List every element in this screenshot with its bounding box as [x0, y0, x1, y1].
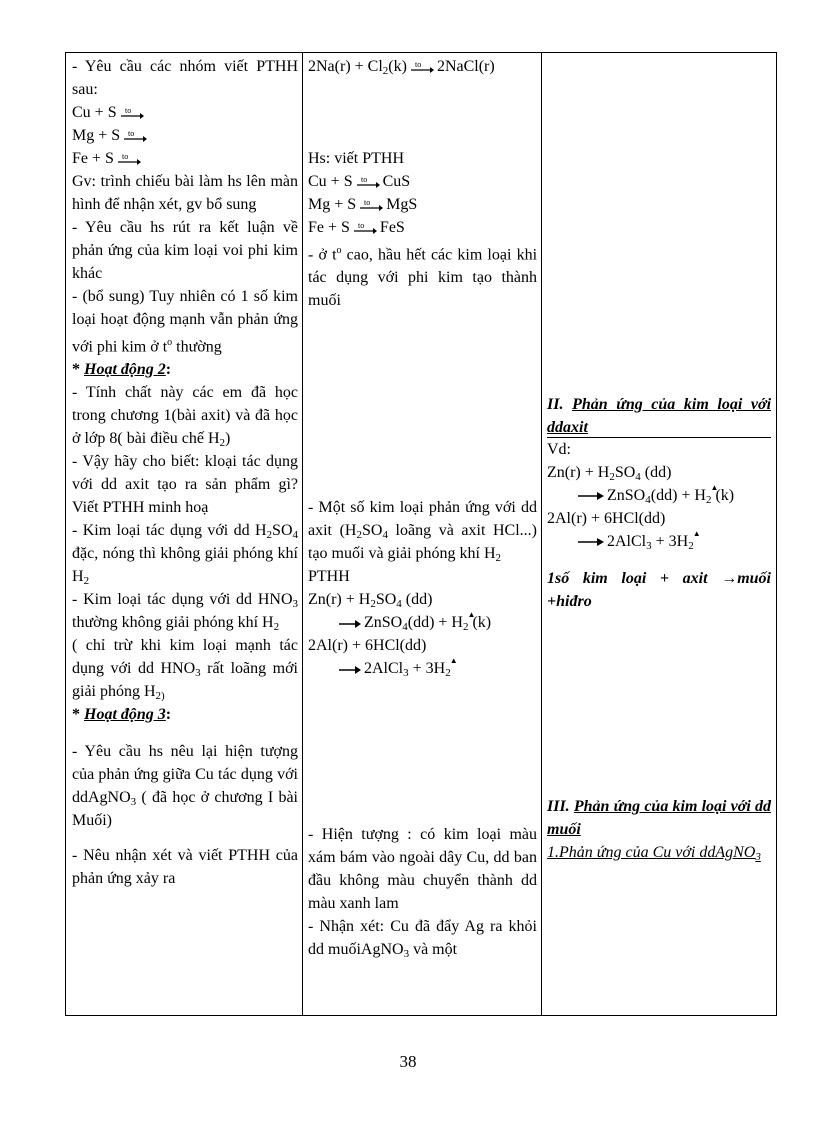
eq-na-cl: $2Na(r) + Cl_2(k)$ to 2NaCl(r) — [308, 58, 495, 77]
note-zn-line2: ZnSO$_4$(dd) + $H_2$ ▲ (k) — [547, 484, 771, 507]
arrow-icon — [410, 61, 434, 73]
note-al-line1: 2Al(r) + 6HCl(dd) — [547, 510, 666, 527]
cu-agno3-question: - Yêu cầu hs nêu lại hiện tượng của phản ứng giữa Cu tác dụng với ddAgNO$_3$ ( đã học ở chương I bài Muối) — [72, 743, 298, 830]
lesson-table — [65, 52, 777, 1016]
page-number: 38 — [399, 1052, 417, 1071]
activity-2-heading: * Hoạt động 2: — [72, 361, 172, 379]
h2so4-note: - Kim loại tác dụng với dd $H_2SO_4$ đặc, nóng thì không giải phóng khí $H_2$ — [72, 522, 298, 588]
arrow-icon — [359, 199, 383, 211]
acid-rule: 1số kim loại + axit →muối +hiđro — [547, 570, 771, 610]
student-activity-column — [303, 53, 542, 1015]
arrow-icon — [578, 491, 604, 501]
arrow-icon — [117, 153, 141, 165]
acid-question: - Vậy hãy cho biết: kloại tác dụng với dd axit tạo ra sản phẩm gì? Viết PTHH minh hoạ — [72, 453, 298, 517]
gas-up-arrow-icon: $_2$ ▲ — [706, 484, 712, 507]
pthh-label: PTHH — [308, 568, 350, 586]
spacer — [72, 726, 298, 740]
nonmetal-conclusion: - ở $t^o$ cao, hầu hết các kim loại khi tác dụng với phi kim tạo thành muối — [308, 245, 538, 310]
eq-mg-s: Mg + S to — [72, 124, 298, 147]
svg-text:to: to — [357, 222, 365, 231]
acid-recall: - Tính chất này các em đã học trong chương 1(bài axit) và đã học ở lớp 8( bài điều chế $H_2$) — [72, 384, 298, 450]
svg-text:to: to — [360, 176, 367, 185]
ask-conclusion: - Yêu cầu hs rút ra kết luận về phản ứng của kim loại voi phi kim khác — [72, 219, 298, 282]
gas-up-arrow-icon: $_2$ ▲ — [688, 530, 694, 553]
gas-up-arrow-icon: $_2$ ▲ — [463, 611, 469, 634]
hno3-note: - Kim loại tác dụng với dd $HNO_3$ thường không giải phóng khí $H_2$ — [72, 591, 298, 634]
gas-up-arrow-icon: $_2$ ▲ — [445, 657, 451, 680]
subsection-cu-agno3: 1.Phản ứng của Cu với ddAgNO$_3$ — [547, 844, 761, 863]
arrow-icon — [123, 130, 147, 142]
svg-text:to: to — [414, 61, 422, 70]
svg-text:to: to — [121, 153, 129, 162]
teacher-activity-column — [66, 53, 303, 1015]
remark-answer: - Nhận xét: Cu đã đẩy Ag ra khỏi dd muốiAgNO$_3$ và một — [308, 918, 537, 961]
strong-metal-note: ( chỉ trừ khi kim loại mạnh tác dụng với dd $HNO_3$ rất loãng mới giải phóng $H_{2)}$ — [72, 637, 298, 703]
ans-fe-s: Fe + S to FeS — [308, 219, 405, 236]
note-zn-line1: $Zn(r) + H_2SO_4$ (dd) — [547, 464, 672, 483]
arrow-icon — [578, 537, 604, 547]
write-equation-task: - Nêu nhận xét và viết PTHH của phản ứng xảy ra — [72, 847, 298, 888]
arrow-icon — [356, 176, 380, 188]
arrow-icon — [339, 665, 361, 675]
ans-mg-s: Mg + S to MgS — [308, 196, 418, 213]
section-3-heading: III. Phản ứng của kim loại với dd muối — [547, 798, 771, 838]
al-eq-line1: 2Al(r) + 6HCl(dd) — [308, 637, 427, 655]
eq-cu-s: Cu + S to — [72, 101, 298, 124]
note-al-line2: 2AlCl$_3$ + $3H_2$ ▲ — [547, 530, 771, 553]
al-eq-line2: 2AlCl$_3$ + $3H_2$ ▲ — [308, 657, 537, 680]
task-instruction: - Yêu cầu các nhóm viết PTHH sau: — [72, 58, 298, 98]
supplement-note: - (bổ sung) Tuy nhiên có 1 số kim loại hoạt động mạnh vẫn phản ứng với phi kim ở $t^o$ thường — [72, 288, 298, 356]
acid-answer: - Một số kim loại phản ứng với dd axit ($H_2SO_4$ loãng và axit HCl...) tạo muối và giải phóng khí $H_2$ — [308, 499, 538, 565]
spacer — [72, 832, 298, 844]
hs-write-heading: Hs: viết PTHH — [308, 150, 404, 167]
arrow-icon — [353, 222, 377, 234]
svg-text:to: to — [364, 199, 371, 208]
gv-present: Gv: trình chiếu bài làm hs lên màn hình để nhận xét, gv bổ sung — [72, 173, 298, 213]
arrow-icon — [120, 107, 144, 119]
ans-cu-s: Cu + S to CuS — [308, 173, 411, 190]
zn-eq-line1: $Zn(r) + H_2SO_4$ (dd) — [308, 591, 433, 611]
section-2-heading: II. Phản ứng của kim loại với ddaxit — [547, 396, 772, 436]
svg-text:to: to — [128, 130, 135, 139]
svg-text:to: to — [124, 107, 131, 116]
arrow-icon — [339, 619, 361, 629]
notes-column — [542, 53, 776, 1015]
eq-fe-s: Fe + S to — [72, 147, 298, 170]
activity-3-heading: * Hoạt động 3: — [72, 706, 172, 724]
phenomenon-answer: - Hiện tượng : có kim loại màu xám bám vào ngoài dây Cu, dd ban đầu không màu chuyển thành dd màu xanh lam — [308, 826, 537, 913]
example-label: Vd: — [547, 441, 571, 458]
zn-eq-line2: ZnSO$_4$(dd) + $H_2$ ▲ (k) — [308, 611, 537, 634]
